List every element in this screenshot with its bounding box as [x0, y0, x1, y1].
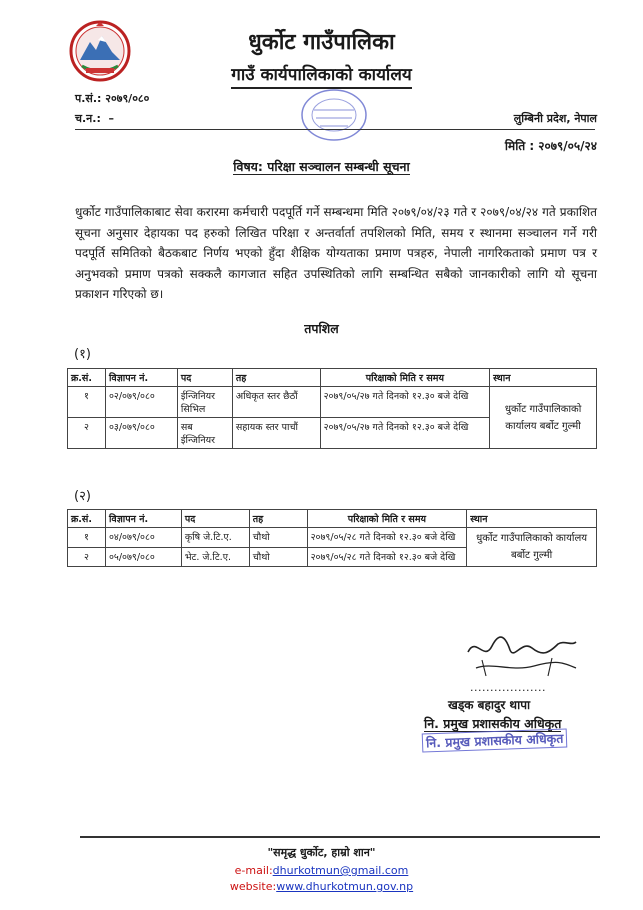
col-header-location: स्थान [490, 369, 597, 387]
office-title: धुर्कोट गाउँपालिका [248, 30, 395, 55]
cell-ad-no: ०३/०७९/०८० [105, 418, 177, 449]
cell-sn: १ [68, 528, 106, 548]
cell-location: धुर्कोट गाउँपालिकाको कार्यालय बर्बोट गुल्मी [467, 528, 597, 567]
cell-ad-no: ०२/०७९/०८० [105, 387, 177, 418]
col-header-post: पद [181, 510, 249, 528]
table-2-label: (२) [74, 489, 91, 504]
footer-website: website:www.dhurkotmun.gov.np [229, 880, 414, 893]
exam-schedule-table-1 [67, 368, 597, 449]
cell-ad-no: ०५/०७९/०८० [105, 547, 181, 567]
handwritten-signature-icon [462, 632, 582, 680]
col-header-datetime: परिक्षाको मिति र समय [320, 369, 490, 387]
col-header-sn: क्र.सं. [68, 369, 106, 387]
cell-post: ईन्जिनियर सिभिल [177, 387, 232, 418]
col-header-level: तह [249, 510, 307, 528]
cell-datetime: २०७९/०५/२७ गते दिनको १२.३० बजे देखि [320, 387, 490, 418]
cell-post: सब ईन्जिनियर [177, 418, 232, 449]
cell-datetime: २०७९/०५/२८ गते दिनको १२.३० बजे देखि [307, 528, 467, 548]
office-subtitle: गाउँ कार्यपालिकाको कार्यालय [0, 62, 643, 85]
footer-divider [80, 836, 600, 838]
cell-location: धुर्कोट गाउँपालिकाको कार्यालय बर्बोट गुल्मी [490, 387, 597, 449]
cell-sn: १ [68, 387, 106, 418]
cell-level: चौथो [249, 547, 307, 567]
exam-schedule-table-2 [67, 509, 597, 567]
notice-body: धुर्कोट गाउँपालिकाबाट सेवा करारमा कर्मचारी पदपूर्ति गर्ने सम्बन्धमा मिति २०७९/०४/२३ गते र २०७९/०४/२४ गते प्रकाशित सूचना अनुसार देहायका पद हरुको लिखित परिक्षा र अन्तर्वार्ता तपशिलको मिति, समय र स्थानमा सञ्चालन गर्ने गरी पदपूर्ति समितिको बैठकबाट निर्णय भएको हुँदा शैक्षिक योग्यताका प्रमाण पत्रहरु, नेपाली नागरिकताको प्रमाण पत्र र अनुभवको प्रमाण पत्रको सक्कलै कागजात सहित उपस्थितिको लागि सम्बन्धित सबैको जानकारीको लागि यो सूचना प्रकाशन गरिएको छ। [75, 205, 597, 302]
col-header-post: पद [177, 369, 232, 387]
cell-ad-no: ०४/०७९/०८० [105, 528, 181, 548]
cell-level: अधिकृत स्तर छैठौं [232, 387, 320, 418]
col-header-location: स्थान [467, 510, 597, 528]
cell-sn: २ [68, 418, 106, 449]
header-divider [75, 129, 595, 130]
email-link[interactable]: dhurkotmun@gmail.com [272, 864, 409, 877]
cell-datetime: २०७९/०५/२८ गते दिनको १२.३० बजे देखि [307, 547, 467, 567]
col-header-level: तह [232, 369, 320, 387]
office-seal-icon [300, 88, 368, 142]
col-header-sn: क्र.सं. [68, 510, 106, 528]
cell-level: सहायक स्तर पाचौं [232, 418, 320, 449]
col-header-ad-no: विज्ञापन नं. [105, 369, 177, 387]
notice-subject: विषय: परिक्षा सञ्चालन सम्बन्धी सूचना [233, 159, 410, 174]
col-header-datetime: परिक्षाको मिति र समय [307, 510, 467, 528]
cell-post: कृषि जे.टि.ए. [181, 528, 249, 548]
reference-number: प.सं.: २०७९/०८० [75, 92, 150, 105]
notice-date: मिति : २०७९/०५/२४ [504, 139, 597, 153]
footer-email: e-mail:dhurkotmun@gmail.com [234, 864, 409, 877]
cell-level: चौथो [249, 528, 307, 548]
dispatch-number: च.न.: – [75, 112, 115, 125]
province-label: लुम्बिनी प्रदेश, नेपाल [513, 112, 597, 125]
signatory-title: नि. प्रमुख प्रशासकीय अधिकृत [424, 716, 562, 731]
signature-line: ................... [470, 681, 546, 694]
cell-sn: २ [68, 547, 106, 567]
table-header-row [68, 369, 597, 387]
signatory-name: खड्क बहादुर थापा [448, 698, 531, 712]
table-row [68, 528, 597, 548]
designation-stamp: नि. प्रमुख प्रशासकीय अधिकृत [422, 728, 568, 752]
col-header-ad-no: विज्ञापन नं. [105, 510, 181, 528]
footer-slogan: "समृद्ध धुर्कोट, हाम्रो शान" [267, 846, 376, 859]
cell-datetime: २०७९/०५/२७ गते दिनको १२.३० बजे देखि [320, 418, 490, 449]
table-1-label: (१) [74, 347, 91, 362]
table-header-row [68, 510, 597, 528]
table-row [68, 387, 597, 418]
schedule-heading: तपशिल [304, 321, 339, 336]
cell-post: भेट. जे.टि.ए. [181, 547, 249, 567]
website-link[interactable]: www.dhurkotmun.gov.np [276, 880, 414, 893]
